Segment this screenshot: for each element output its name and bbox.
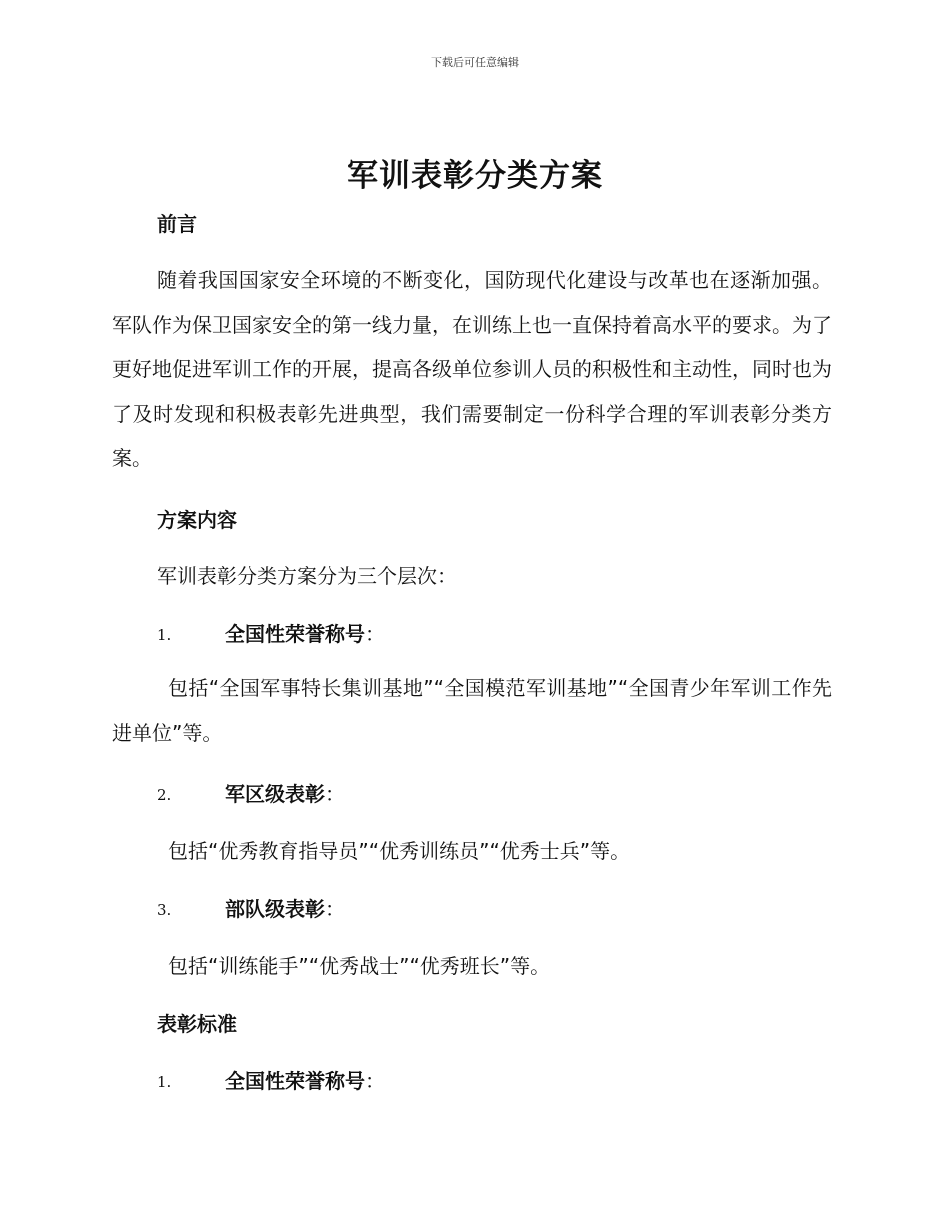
content-item-3-detail: 包括“训练能手”“优秀战士”“优秀班长”等。 xyxy=(168,954,551,978)
document-title: 军训表彰分类方案 xyxy=(347,158,603,194)
content-item-1-detail: 包括“全国军事特长集训基地”“全国模范军训基地”“全国青少年军训工作先进单位”等。 xyxy=(112,676,832,745)
content-list-item-2 xyxy=(157,778,345,807)
list-colon: ： xyxy=(365,622,385,646)
section-heading-preface: 前言 xyxy=(157,212,197,236)
preface-paragraph: 随着我国国家安全环境的不断变化，国防现代化建设与改革也在逐渐加强。军队作为保卫国家安全的第一线力量，在训练上也一直保持着高水平的要求。为了更好地促进军训工作的开展，提高各级单位参训人员的积极性和主动性，同时也为了及时发现和积极表彰先进典型，我们需要制定一份科学合理的军训表彰分类方案。 xyxy=(112,268,832,470)
list-colon: ： xyxy=(325,782,345,806)
list-number: 2. xyxy=(157,786,172,804)
content-list-item-3 xyxy=(157,893,345,922)
standards-list-item-1 xyxy=(157,1065,385,1094)
page-header-note: 下载后可任意编辑 xyxy=(431,56,519,69)
section-heading-standards: 表彰标准 xyxy=(157,1012,237,1036)
list-label: 全国性荣誉称号 xyxy=(225,1069,365,1093)
list-label: 部队级表彰 xyxy=(225,897,325,921)
list-colon: ： xyxy=(365,1069,385,1093)
content-intro: 军训表彰分类方案分为三个层次： xyxy=(157,564,457,588)
list-number: 1. xyxy=(157,1073,172,1091)
section-heading-content: 方案内容 xyxy=(157,508,237,532)
list-colon: ： xyxy=(325,897,345,921)
content-item-2-detail: 包括“优秀教育指导员”“优秀训练员”“优秀士兵”等。 xyxy=(168,839,631,863)
list-number: 1. xyxy=(157,626,172,644)
list-label: 军区级表彰 xyxy=(225,782,325,806)
list-number: 3. xyxy=(157,901,172,919)
list-label: 全国性荣誉称号 xyxy=(225,622,365,646)
content-list-item-1 xyxy=(157,618,385,647)
